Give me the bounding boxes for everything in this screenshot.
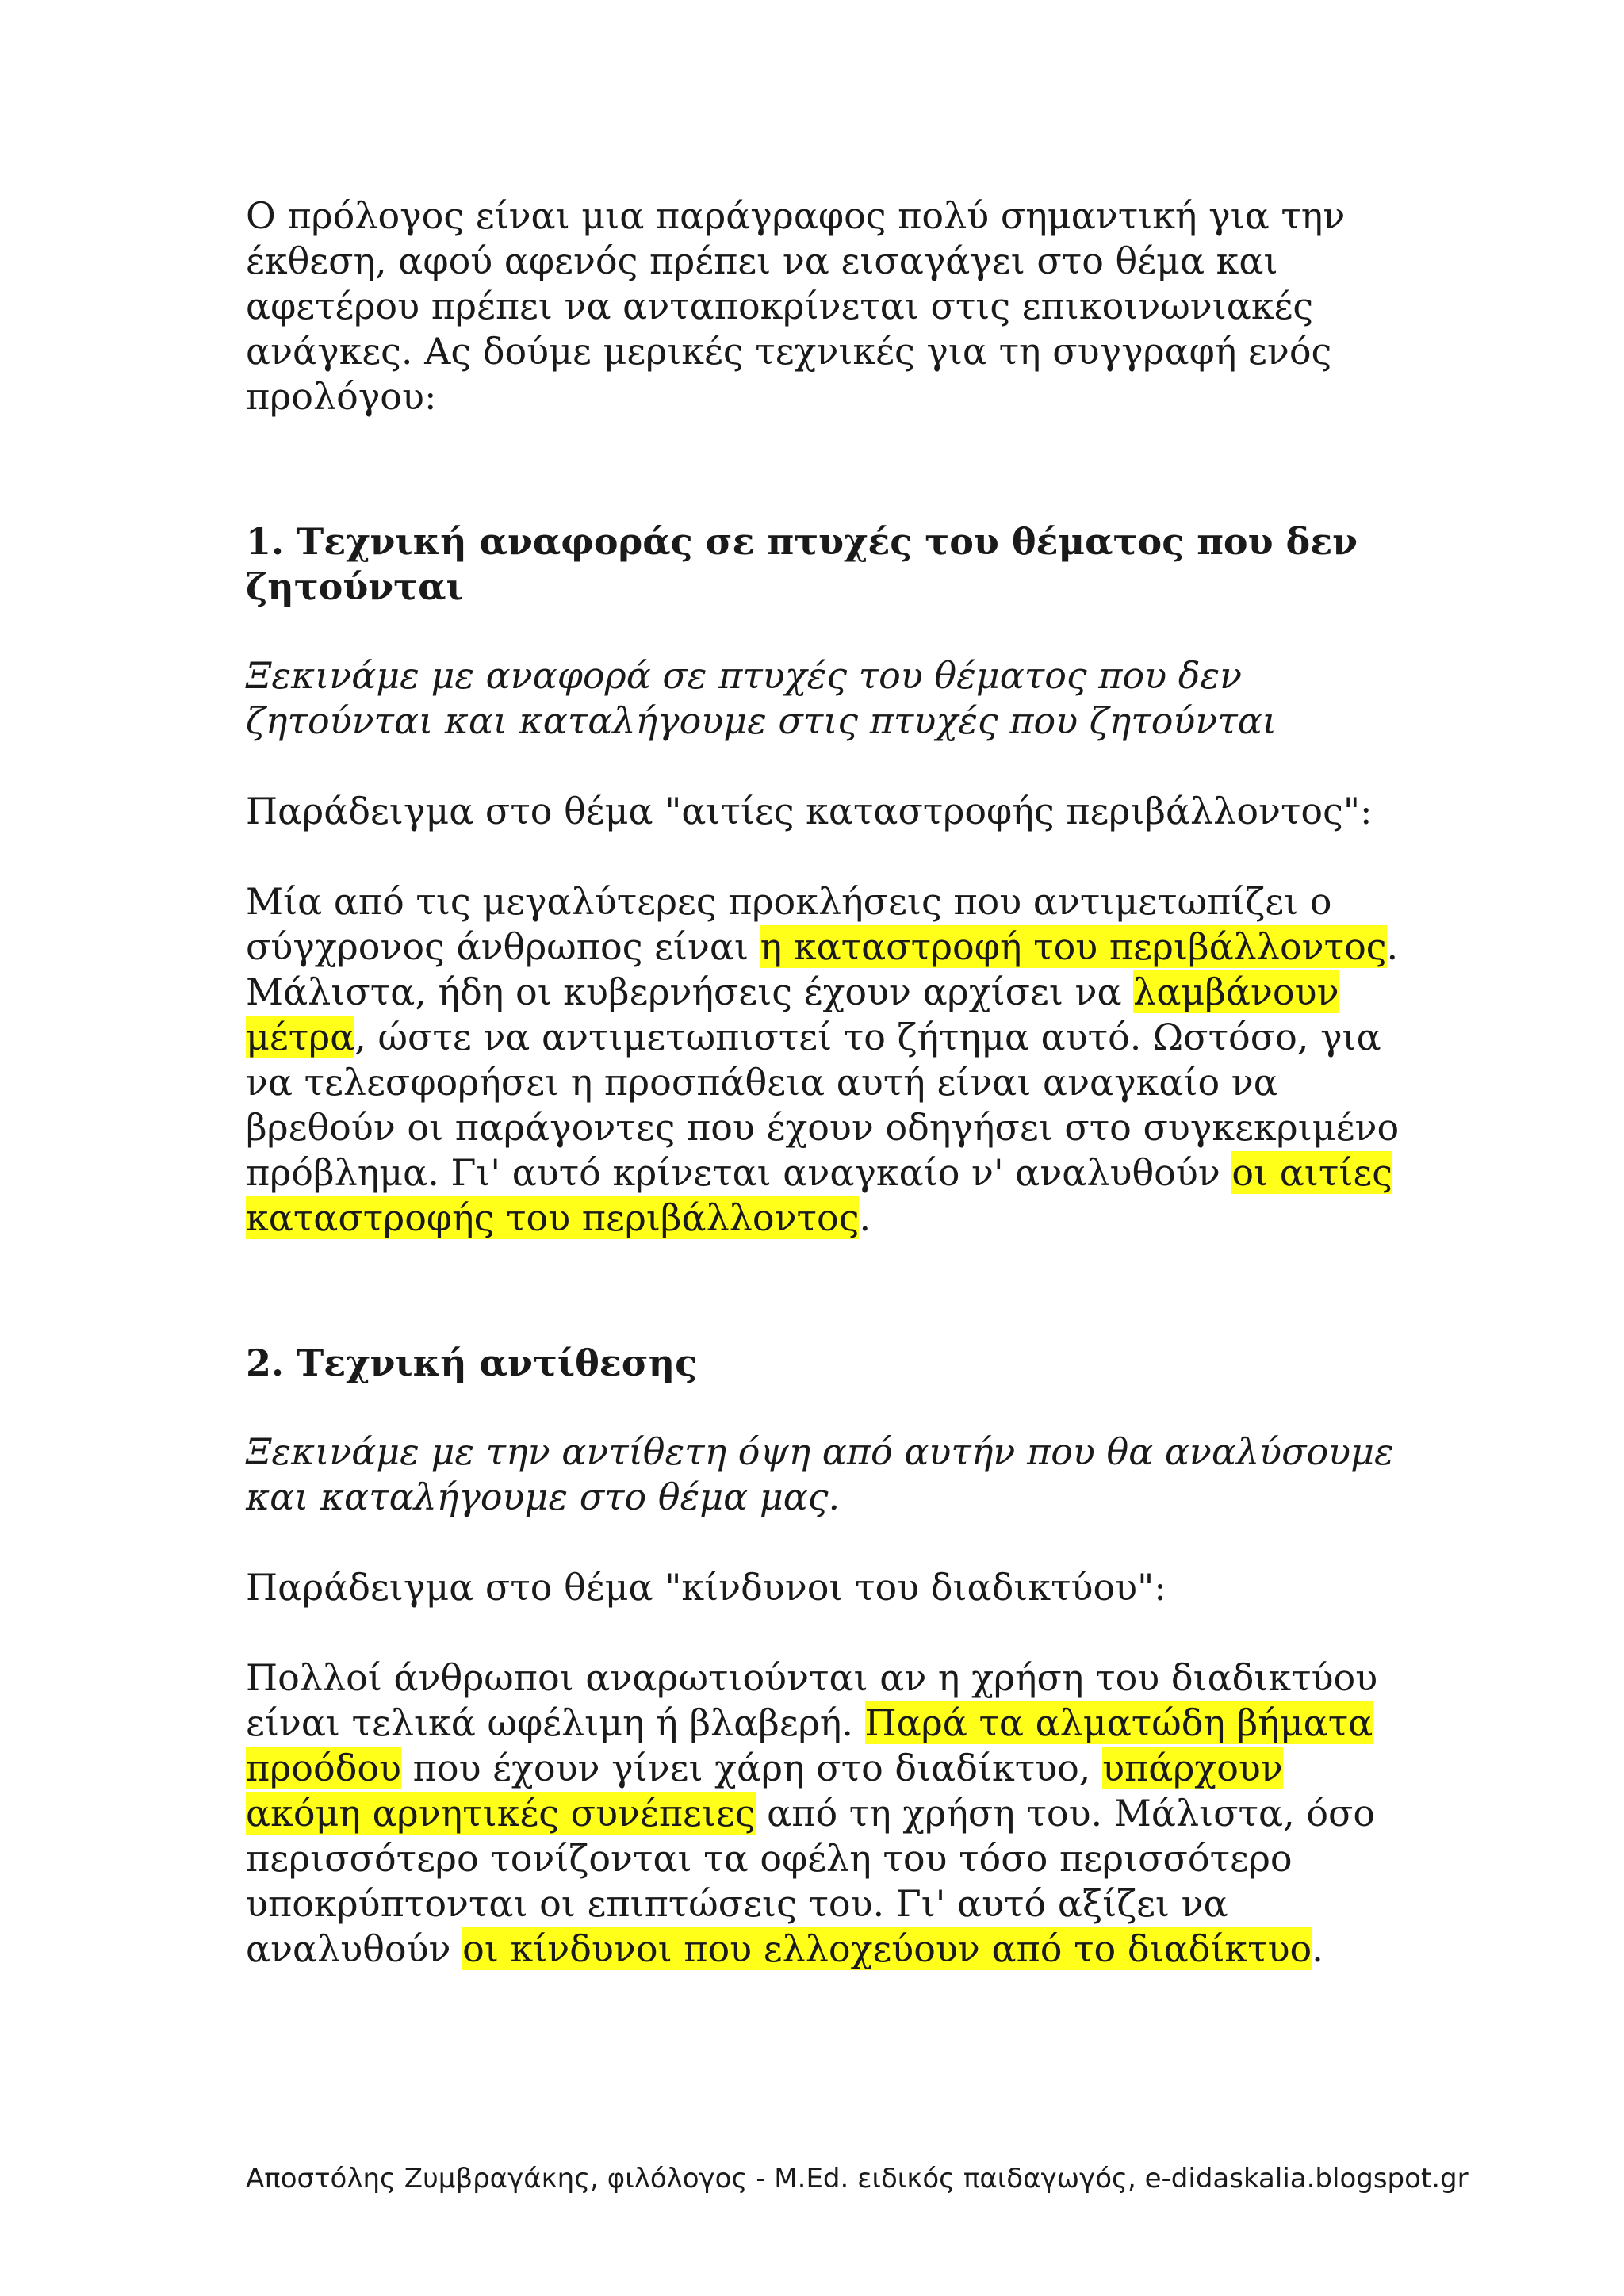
section-2-example-paragraph [246, 1655, 1404, 1972]
highlighted-phrase: οι κίνδυνοι που ελλοχεύουν από το διαδίκτυο [462, 1927, 1312, 1970]
highlighted-phrase: οι αιτίες καταστροφής του περιβάλλοντος [246, 1151, 1392, 1239]
example-text: που έχουν γίνει χάρη στο διαδίκτυο, [401, 1747, 1103, 1789]
section-1-example-paragraph [246, 879, 1404, 1241]
highlighted-phrase: υπάρχουν ακόμη αρνητικές συνέπειες [246, 1747, 1283, 1835]
section-1-heading: 1. Τεχνική αναφοράς σε πτυχές του θέματος που δεν ζητούνται [246, 520, 1358, 608]
example-text: , ώστε να αντιμετωπιστεί το ζήτημα αυτό. Ωστόσο, για να τελεσφορήσει η προσπάθεια αυτή είναι αναγκαίο να βρεθούν οι παράγοντες που έχουν οδηγήσει στο συγκεκριμένο πρόβλημα. Γι' αυτό κρίνεται αναγκαίο ν' αναλυθούν [246, 1016, 1400, 1194]
intro-paragraph: Ο πρόλογος είναι μια παράγραφος πολύ σημαντική για την έκθεση, αφού αφενός πρέπει να εισαγάγει στο θέμα και αφετέρου πρέπει να ανταποκρίνεται στις επικοινωνιακές ανάγκες. Ας δούμε μερικές τεχνικές για τη συγγραφή ενός προλόγου: [246, 194, 1346, 418]
section-2-example-label: Παράδειγμα στο θέμα "κίνδυνοι του διαδικτύου": [246, 1566, 1166, 1609]
section-1-description: Ξεκινάμε με αναφορά σε πτυχές του θέματος που δεν ζητούνται και καταλήγουμε στις πτυχές που ζητούνται [246, 654, 1277, 742]
section-2-description: Ξεκινάμε με την αντίθετη όψη από αυτήν που θα αναλύσουμε και καταλήγουμε στο θέμα μας. [246, 1430, 1394, 1518]
section-1-example-label: Παράδειγμα στο θέμα "αιτίες καταστροφής περιβάλλοντος": [246, 790, 1373, 832]
example-text: Πολλοί άνθρωποι αναρωτιούνται αν η χρήση του διαδικτύου είναι τελικά ωφέλιμη ή βλαβερή. [246, 1656, 1378, 1744]
section-2-heading: 2. Τεχνική αντίθεσης [246, 1341, 698, 1384]
page-footer: Αποστόλης Ζυμβραγάκης, φιλόλογος - M.Ed. ειδικός παιδαγωγός, e-didaskalia.blogspot.gr [246, 2163, 1469, 2195]
highlighted-phrase: Παρά τα αλματώδη βήματα προόδου [246, 1701, 1373, 1789]
example-text: από τη χρήση του. Μάλιστα, όσο περισσότερο τονίζονται τα οφέλη του τόσο περισσότερο υποκρύπτονται οι επιπτώσεις του. Γι' αυτό αξίζει να αναλυθούν [246, 1792, 1376, 1970]
example-text: . Μάλιστα, ήδη οι κυβερνήσεις έχουν αρχίσει να [246, 925, 1399, 1013]
document-body [246, 193, 1404, 2072]
highlighted-phrase: η καταστροφή του περιβάλλοντος [760, 925, 1387, 968]
example-text: . [859, 1196, 871, 1239]
example-text: Μία από τις μεγαλύτερες προκλήσεις που αντιμετωπίζει ο σύγχρονος άνθρωπος είναι [246, 880, 1332, 968]
example-text: . [1312, 1927, 1323, 1970]
highlighted-phrase: λαμβάνουν μέτρα [246, 970, 1339, 1058]
